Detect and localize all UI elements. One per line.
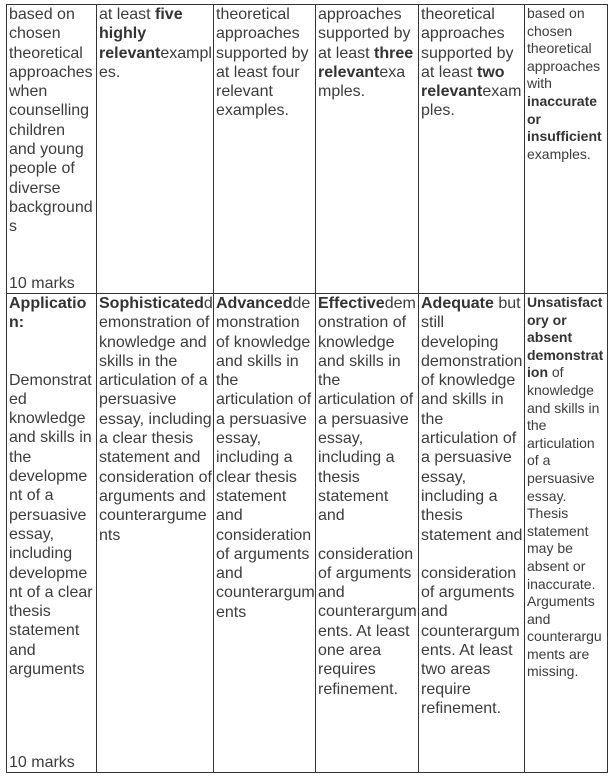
level-cell-2	[214, 5, 316, 294]
level-text: examples.	[527, 145, 591, 162]
level-text: examples.	[318, 63, 406, 101]
level-bold: relevant	[318, 63, 380, 81]
level-bold: highly relevant	[99, 25, 161, 62]
paragraph-gap	[421, 545, 524, 564]
level-text: theoretical approaches supported by at least	[421, 6, 514, 81]
level-cell-3	[316, 294, 419, 773]
level-bold: Sophisticated	[99, 295, 204, 312]
level-bold: five	[155, 6, 183, 23]
level-cell-4	[419, 5, 525, 294]
level-text: theoretical approaches supported by at least four relevant examples.	[216, 6, 309, 120]
paragraph-gap	[318, 526, 418, 545]
level-bold: three	[374, 44, 414, 62]
criterion-cell	[7, 5, 97, 294]
level-bold: Effective	[318, 295, 385, 312]
level-cell-4	[419, 294, 525, 773]
level-bold: Advanced	[216, 295, 293, 312]
level-text: demonstration of knowledge and skills in the articulation of a persuasive essay, including a thesis statement and	[318, 295, 416, 525]
criterion-text: based on chosen theoretical approaches when counselling children and young people of diverse backgrounds	[9, 6, 93, 236]
level-text: approaches supported by at least	[318, 6, 411, 62]
level-text: demonstration of knowledge and skills in the articulation of a persuasive essay, including a clear thesis statement and consideration of arguments and counterarguments	[216, 295, 315, 621]
level-cell-5	[525, 294, 608, 773]
level-bold: Unsatisfactory or absent demonstration	[527, 294, 604, 381]
level-cell-2	[214, 294, 316, 773]
level-cell-1	[97, 5, 214, 294]
level-text: examples.	[99, 44, 212, 81]
level-text: at least	[99, 6, 156, 23]
level-text: based on chosen theoretical approaches with	[527, 5, 601, 92]
level-bold: Adequate	[421, 295, 494, 312]
level-text: but still developing demonstration of knowledge and skills in the articulation of a persuasive essay, including a thesis statement and	[421, 295, 523, 544]
level-bold: inaccurate or insufficient	[527, 92, 602, 145]
criterion-marks: 10 marks	[9, 753, 75, 771]
level-text: consideration of arguments and counterarguments. At least two areas require refinement.	[421, 564, 520, 717]
level-bold: relevant	[421, 83, 483, 101]
rubric-row-application	[7, 294, 608, 773]
level-text: of knowledge and skills in the articulation of a persuasive essay. Thesis statement may be absent or inaccurate. Arguments and counterarguments are missing.	[527, 364, 602, 680]
criterion-cell	[7, 294, 97, 773]
criterion-title: Application:	[9, 295, 87, 332]
level-text: examples.	[421, 83, 522, 120]
level-text: demonstration of knowledge and skills in the articulation of a persuasive essay, including a clear thesis statement and consideration of arguments and counterarguments	[99, 295, 213, 544]
level-cell-5	[525, 5, 608, 294]
level-cell-1	[97, 294, 214, 773]
level-bold: two	[477, 63, 505, 81]
rubric-table	[6, 4, 608, 773]
level-text: consideration of arguments and counterarguments. At least one area requires refinement.	[318, 545, 417, 698]
criterion-text: Demonstrated knowledge and skills in the development of a persuasive essay, including development of a clear thesis statement and arguments	[9, 371, 93, 679]
rubric-row-theory	[7, 5, 608, 294]
level-cell-3	[316, 5, 419, 294]
criterion-marks: 10 marks	[9, 274, 75, 292]
